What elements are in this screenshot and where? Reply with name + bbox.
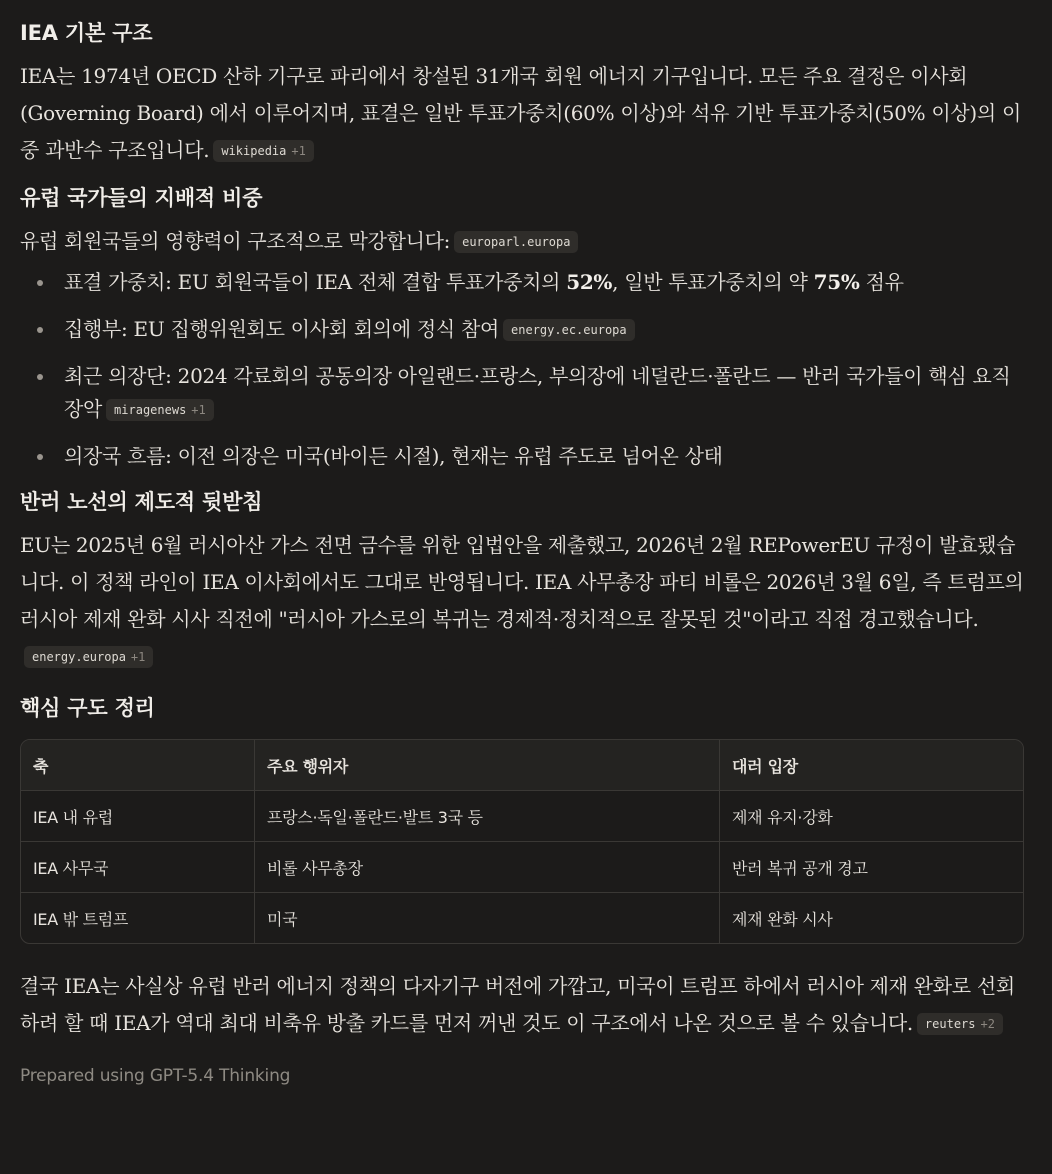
highlight-value: 75%: [813, 270, 860, 294]
citation-more-count: +1: [191, 403, 206, 417]
citation-more-count: +1: [291, 144, 306, 158]
paragraph-text: 유럽 회원국들의 영향력이 구조적으로 막강합니다:: [20, 229, 451, 253]
heading-anti-russia: 반러 노선의 제도적 뒷받침: [20, 490, 263, 514]
bullet-icon: [37, 327, 43, 333]
highlight-value: 52%: [566, 270, 613, 294]
heading-iea-structure: IEA 기본 구조: [20, 21, 153, 45]
citation-label: reuters: [924, 1017, 976, 1031]
table-cell: IEA 사무국: [21, 842, 255, 893]
prepared-using-footer: Prepared using GPT-5.4 Thinking: [20, 1066, 291, 1086]
summary-table: [20, 739, 1024, 944]
summary-table-grid: [21, 740, 1023, 943]
list-item-text: , 일반 투표가중치의 약: [612, 270, 814, 294]
paragraph-text: 결국 IEA는 사실상 유럽 반러 에너지 정책의 다자기구 버전에 가깝고, 미국이 트럼프 하에서 러시아 제재 완화로 선회하려 할 때 IEA가 역대 최대 비축유 방출 카드를 먼저 꺼낸 것도 이 구조에서 나온 것으로 볼 수 있습니다.: [20, 974, 1015, 1035]
bullet-icon: [37, 374, 43, 380]
list-item-text: 표결 가중치: EU 회원국들이 IEA 전체 결합 투표가중치의: [64, 270, 567, 294]
citation-label: wikipedia: [221, 144, 287, 158]
heading-summary: 핵심 구도 정리: [20, 696, 155, 720]
paragraph-text: EU는 2025년 6월 러시아산 가스 전면 금수를 위한 입법안을 제출했고, 2026년 2월 REPowerEU 규정이 발효됐습니다. 이 정책 라인이 IEA 이사회에서도 그대로 반영됩니다. IEA 사무총장 파티 비롤은 2026년 3월 6일, 즉 트럼프의 러시아 제재 완화 시사 직전에 "러시아 가스로의 복귀는 경제적·정치적으로 잘못된 것"이라고 직접 경고했습니다.: [20, 533, 1024, 631]
citation-more-count: +2: [980, 1017, 995, 1031]
list-item: [20, 360, 1032, 426]
paragraph-conclusion: [20, 968, 1032, 1042]
citation-chip-miragenews[interactable]: [106, 399, 214, 421]
citation-label: europarl.europa: [462, 235, 571, 249]
bullet-list-europe: [20, 266, 1032, 473]
paragraph-anti-russia: [20, 527, 1032, 675]
section-conclusion: [20, 968, 1032, 1042]
paragraph-europe-intro: [20, 223, 1032, 260]
table-row: [21, 893, 1023, 944]
section-europe-dominance: [20, 183, 1032, 473]
section-iea-structure: [20, 18, 1032, 169]
list-item-text: 점유: [859, 270, 904, 294]
list-item-text: 최근 의장단: 2024 각료회의 공동의장 아일랜드·프랑스, 부의장에 네덜란드·폴란드 — 반러 국가들이 핵심 요직 장악: [64, 364, 1011, 421]
table-header-cell: 축: [21, 740, 255, 791]
list-item: [20, 266, 1032, 299]
list-item: [20, 313, 1032, 346]
table-row: [21, 842, 1023, 893]
citation-label: miragenews: [114, 403, 187, 417]
table-cell: 반러 복귀 공개 경고: [720, 842, 1024, 893]
table-cell: 제재 유지·강화: [720, 791, 1024, 842]
paragraph-iea-structure: [20, 58, 1032, 169]
citation-chip-reuters[interactable]: [917, 1013, 1003, 1035]
section-summary-table: [20, 693, 1032, 944]
bullet-icon: [37, 280, 43, 286]
heading-europe-dominance: 유럽 국가들의 지배적 비중: [20, 186, 263, 210]
list-item-text: 집행부: EU 집행위원회도 이사회 회의에 정식 참여: [64, 317, 500, 341]
list-item: [20, 440, 1032, 473]
citation-label: energy.europa: [32, 650, 126, 664]
citation-chip-energy-ec[interactable]: [503, 319, 635, 341]
table-cell: 프랑스·독일·폴란드·발트 3국 등: [255, 791, 720, 842]
table-cell: IEA 밖 트럼프: [21, 893, 255, 944]
table-row: [21, 791, 1023, 842]
table-header-cell: 대러 입장: [720, 740, 1024, 791]
citation-chip-europarl[interactable]: [454, 231, 578, 253]
list-item-text: 의장국 흐름: 이전 의장은 미국(바이든 시절), 현재는 유럽 주도로 넘어온 상태: [64, 444, 723, 468]
table-cell: IEA 내 유럽: [21, 791, 255, 842]
table-cell: 비롤 사무총장: [255, 842, 720, 893]
paragraph-text: IEA는 1974년 OECD 산하 기구로 파리에서 창설된 31개국 회원 에너지 기구입니다. 모든 주요 결정은 이사회(Governing Board) 에서 이루어지며, 표결은 일반 투표가중치(60% 이상)와 석유 기반 투표가중치(50% 이상)의 이중 과반수 구조입니다.: [20, 64, 1022, 162]
citation-more-count: +1: [130, 650, 146, 664]
table-header-cell: 주요 행위자: [255, 740, 720, 791]
bullet-icon: [37, 454, 43, 460]
section-anti-russia: [20, 487, 1032, 675]
citation-chip-energy-europa[interactable]: [24, 646, 153, 668]
table-header-row: [21, 740, 1023, 791]
citation-label: energy.ec.europa: [511, 323, 627, 337]
table-cell: 미국: [255, 893, 720, 944]
citation-chip-wikipedia[interactable]: [213, 140, 313, 162]
table-cell: 제재 완화 시사: [732, 909, 833, 929]
